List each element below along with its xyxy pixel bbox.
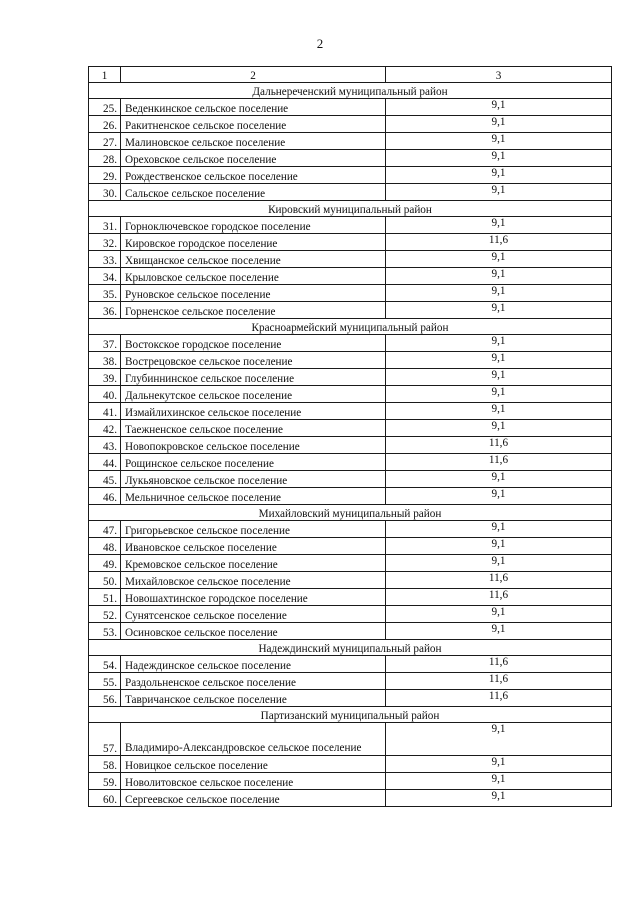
table-row: [89, 521, 612, 538]
settlement-name: Руновское сельское поселение: [121, 285, 386, 302]
row-number: 48.: [89, 538, 121, 555]
table-row: [89, 773, 612, 790]
settlement-name: Михайловское сельское поселение: [121, 572, 386, 589]
settlement-name: Вострецовское сельское поселение: [121, 352, 386, 369]
rate-value: 11,6: [386, 690, 612, 707]
rate-value: 9,1: [386, 268, 612, 285]
settlement-name: Новицкое сельское поселение: [121, 756, 386, 773]
table-row: [89, 690, 612, 707]
rate-value: 9,1: [386, 150, 612, 167]
rate-value: 9,1: [386, 116, 612, 133]
settlement-name: Сергеевское сельское поселение: [121, 790, 386, 807]
settlement-name: Горноключевское городское поселение: [121, 217, 386, 234]
settlement-name: Рощинское сельское поселение: [121, 454, 386, 471]
rate-value: 9,1: [386, 756, 612, 773]
table-row: [89, 285, 612, 302]
settlement-name: Осиновское сельское поселение: [121, 623, 386, 640]
section-title: Надеждинский муниципальный район: [89, 640, 612, 656]
settlement-name: Тавричанское сельское поселение: [121, 690, 386, 707]
table-row: [89, 335, 612, 352]
settlement-name: Горненское сельское поселение: [121, 302, 386, 319]
header-cell-number: 1: [89, 67, 121, 83]
row-number: 40.: [89, 386, 121, 403]
table-row: [89, 403, 612, 420]
section-title: Михайловский муниципальный район: [89, 505, 612, 521]
row-number: 51.: [89, 589, 121, 606]
header-cell-value: 3: [386, 67, 612, 83]
rate-value: 9,1: [386, 386, 612, 403]
table-row: [89, 471, 612, 488]
table-row: [89, 790, 612, 807]
rate-value: 9,1: [386, 488, 612, 505]
rate-value: 9,1: [386, 403, 612, 420]
table-row: [89, 723, 612, 756]
rate-value: 9,1: [386, 167, 612, 184]
table-row: [89, 673, 612, 690]
section-row: [89, 707, 612, 723]
row-number: 26.: [89, 116, 121, 133]
row-number: 53.: [89, 623, 121, 640]
table-row: [89, 488, 612, 505]
section-title: Кировский муниципальный район: [89, 201, 612, 217]
rate-value: 11,6: [386, 656, 612, 673]
table-row: [89, 623, 612, 640]
section-title: Партизанский муниципальный район: [89, 707, 612, 723]
rate-value: 9,1: [386, 352, 612, 369]
page-number: 2: [316, 36, 324, 51]
table-row: [89, 386, 612, 403]
table-row: [89, 606, 612, 623]
settlement-name: Надеждинское сельское поселение: [121, 656, 386, 673]
rate-value: 9,1: [386, 623, 612, 640]
rate-value: 9,1: [386, 521, 612, 538]
settlement-name: Кремовское сельское поселение: [121, 555, 386, 572]
row-number: 32.: [89, 234, 121, 251]
table-row: [89, 184, 612, 201]
row-number: 25.: [89, 99, 121, 116]
rate-value: 9,1: [386, 723, 612, 756]
row-number: 60.: [89, 790, 121, 807]
settlement-name: Кировское городское поселение: [121, 234, 386, 251]
table-row: [89, 268, 612, 285]
section-row: [89, 640, 612, 656]
table-row: [89, 302, 612, 319]
rate-value: 9,1: [386, 369, 612, 386]
settlement-name: Сальское сельское поселение: [121, 184, 386, 201]
table-row: [89, 572, 612, 589]
row-number: 52.: [89, 606, 121, 623]
rate-value: 9,1: [386, 285, 612, 302]
row-number: 42.: [89, 420, 121, 437]
table-row: [89, 589, 612, 606]
tariff-table: [88, 66, 612, 807]
table-row: [89, 454, 612, 471]
table-row: [89, 437, 612, 454]
row-number: 39.: [89, 369, 121, 386]
row-number: 36.: [89, 302, 121, 319]
table-row: [89, 150, 612, 167]
table-row: [89, 656, 612, 673]
row-number: 55.: [89, 673, 121, 690]
rate-value: 9,1: [386, 555, 612, 572]
rate-value: 9,1: [386, 133, 612, 150]
settlement-name: Лукьяновское сельское поселение: [121, 471, 386, 488]
rate-value: 9,1: [386, 251, 612, 268]
rate-value: 11,6: [386, 572, 612, 589]
row-number: 50.: [89, 572, 121, 589]
table-body: [89, 67, 612, 807]
rate-value: 11,6: [386, 589, 612, 606]
settlement-name: Ивановское сельское поселение: [121, 538, 386, 555]
settlement-name: Сунятсенское сельское поселение: [121, 606, 386, 623]
table-row: [89, 251, 612, 268]
rate-value: 9,1: [386, 99, 612, 116]
settlement-name: Востокское городское поселение: [121, 335, 386, 352]
row-number: 44.: [89, 454, 121, 471]
row-number: 59.: [89, 773, 121, 790]
rate-value: 9,1: [386, 773, 612, 790]
settlement-name: Раздольненское сельское поселение: [121, 673, 386, 690]
table-row: [89, 555, 612, 572]
section-row: [89, 83, 612, 99]
settlement-name: Владимиро-Александровское сельское поселение: [121, 723, 386, 756]
table-row: [89, 538, 612, 555]
section-row: [89, 505, 612, 521]
row-number: 29.: [89, 167, 121, 184]
rate-value: 9,1: [386, 606, 612, 623]
row-number: 27.: [89, 133, 121, 150]
section-title: Дальнереченский муниципальный район: [89, 83, 612, 99]
settlement-name: Григорьевское сельское поселение: [121, 521, 386, 538]
table-row: [89, 420, 612, 437]
row-number: 37.: [89, 335, 121, 352]
rate-value: 11,6: [386, 673, 612, 690]
settlement-name: Глубиннинское сельское поселение: [121, 369, 386, 386]
table-row: [89, 167, 612, 184]
rate-value: 9,1: [386, 184, 612, 201]
section-title: Красноармейский муниципальный район: [89, 319, 612, 335]
row-number: 45.: [89, 471, 121, 488]
rate-value: 9,1: [386, 335, 612, 352]
settlement-name: Крыловское сельское поселение: [121, 268, 386, 285]
row-number: 56.: [89, 690, 121, 707]
settlement-name: Новолитовское сельское поселение: [121, 773, 386, 790]
row-number: 47.: [89, 521, 121, 538]
rate-value: 9,1: [386, 790, 612, 807]
settlement-name: Ореховское сельское поселение: [121, 150, 386, 167]
header-row: [89, 67, 612, 83]
row-number: 34.: [89, 268, 121, 285]
settlement-name: Новопокровское сельское поселение: [121, 437, 386, 454]
settlement-name: Малиновское сельское поселение: [121, 133, 386, 150]
rate-value: 9,1: [386, 217, 612, 234]
settlement-name: Ракитненское сельское поселение: [121, 116, 386, 133]
rate-value: 9,1: [386, 471, 612, 488]
row-number: 33.: [89, 251, 121, 268]
settlement-name: Новошахтинское городское поселение: [121, 589, 386, 606]
table-row: [89, 116, 612, 133]
row-number: 49.: [89, 555, 121, 572]
settlement-name: Таежненское сельское поселение: [121, 420, 386, 437]
settlement-name: Веденкинское сельское поселение: [121, 99, 386, 116]
row-number: 57.: [89, 723, 121, 756]
rate-value: 9,1: [386, 302, 612, 319]
settlement-name: Рождественское сельское поселение: [121, 167, 386, 184]
header-cell-name: 2: [121, 67, 386, 83]
settlement-name: Дальнекутское сельское поселение: [121, 386, 386, 403]
table-row: [89, 756, 612, 773]
row-number: 38.: [89, 352, 121, 369]
section-row: [89, 201, 612, 217]
table-row: [89, 217, 612, 234]
rate-value: 9,1: [386, 420, 612, 437]
rate-value: 11,6: [386, 437, 612, 454]
settlement-name: Измайлихинское сельское поселение: [121, 403, 386, 420]
settlement-name: Мельничное сельское поселение: [121, 488, 386, 505]
row-number: 46.: [89, 488, 121, 505]
rate-value: 9,1: [386, 538, 612, 555]
row-number: 28.: [89, 150, 121, 167]
table-row: [89, 99, 612, 116]
row-number: 54.: [89, 656, 121, 673]
row-number: 31.: [89, 217, 121, 234]
rate-value: 11,6: [386, 234, 612, 251]
row-number: 35.: [89, 285, 121, 302]
section-row: [89, 319, 612, 335]
settlement-name: Хвищанское сельское поселение: [121, 251, 386, 268]
table-row: [89, 133, 612, 150]
row-number: 30.: [89, 184, 121, 201]
row-number: 43.: [89, 437, 121, 454]
table-row: [89, 352, 612, 369]
table-row: [89, 369, 612, 386]
rate-value: 11,6: [386, 454, 612, 471]
row-number: 41.: [89, 403, 121, 420]
table-row: [89, 234, 612, 251]
row-number: 58.: [89, 756, 121, 773]
